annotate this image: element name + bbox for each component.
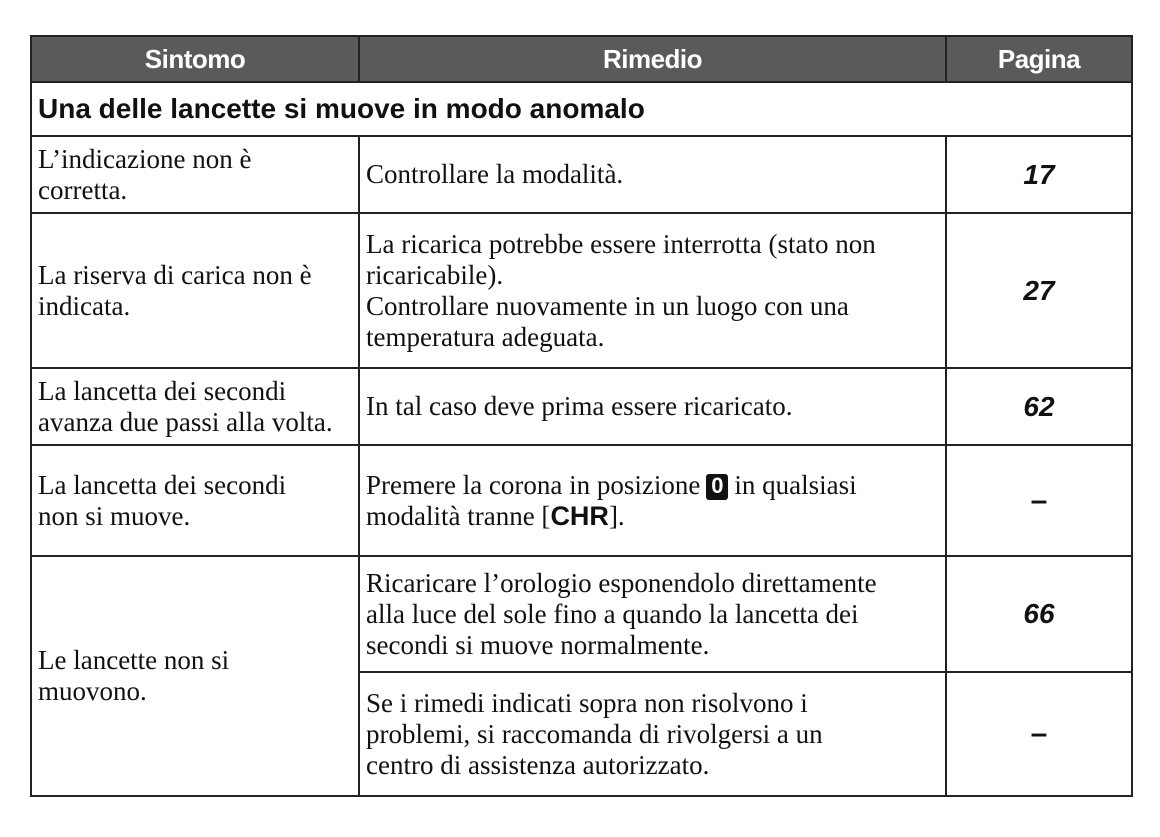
symptom-line: Le lancette non si bbox=[38, 645, 230, 675]
table-row bbox=[31, 136, 1132, 213]
page-ref: 66 bbox=[946, 556, 1132, 672]
remedy-text: modalità tranne [ bbox=[366, 500, 551, 531]
symptom-line: non si muove. bbox=[38, 500, 191, 531]
remedy-line: secondi si muove normalmente. bbox=[366, 629, 710, 660]
remedy-line: alla luce del sole fino a quando la lancetta dei bbox=[366, 598, 859, 629]
symptom-cell bbox=[31, 213, 359, 368]
troubleshooting-table bbox=[30, 35, 1133, 797]
symptom-cell bbox=[31, 368, 359, 445]
remedy-line: Controllare nuovamente in un luogo con una bbox=[366, 290, 849, 321]
table-row bbox=[31, 368, 1132, 445]
symptom-line: La lancetta dei secondi bbox=[38, 469, 287, 500]
remedy-line: problemi, si raccomanda di rivolgersi a un bbox=[366, 718, 823, 749]
header-page: Pagina bbox=[946, 36, 1132, 82]
remedy-line: Controllare la modalità. bbox=[366, 159, 624, 189]
symptom-line: indicata. bbox=[38, 290, 131, 321]
remedy-line: In tal caso deve prima essere ricaricato. bbox=[366, 391, 793, 421]
symptom-line: La lancetta dei secondi bbox=[38, 375, 287, 406]
symptom-line: corretta. bbox=[38, 174, 128, 205]
symptom-line: L’indicazione non è bbox=[38, 143, 252, 174]
troubleshooting-table-container bbox=[30, 35, 1131, 797]
page-ref: – bbox=[946, 445, 1132, 556]
table-row bbox=[31, 445, 1132, 556]
symptom-line: La riserva di carica non è bbox=[38, 259, 312, 290]
symptom-line: avanza due passi alla volta. bbox=[38, 406, 333, 437]
remedy-cell bbox=[359, 136, 946, 213]
remedy-cell bbox=[359, 368, 946, 445]
remedy-line: ricaricabile). bbox=[366, 259, 504, 290]
remedy-line: La ricarica potrebbe essere interrotta (stato non bbox=[366, 228, 876, 259]
remedy-cell bbox=[359, 672, 946, 796]
page-ref: 17 bbox=[946, 136, 1132, 213]
table-header-row bbox=[31, 36, 1132, 82]
header-remedy: Rimedio bbox=[359, 36, 946, 82]
table-row bbox=[31, 213, 1132, 368]
remedy-text: in qualsiasi bbox=[734, 469, 857, 500]
page-ref: – bbox=[946, 672, 1132, 796]
remedy-line bbox=[366, 470, 939, 501]
table-row bbox=[31, 556, 1132, 672]
remedy-text: Premere la corona in posizione bbox=[366, 469, 701, 500]
crown-position-badge: 0 bbox=[706, 474, 728, 500]
remedy-text: ]. bbox=[608, 500, 625, 531]
header-symptom: Sintomo bbox=[31, 36, 359, 82]
remedy-line: centro di assistenza autorizzato. bbox=[366, 749, 710, 780]
symptom-cell bbox=[31, 136, 359, 213]
remedy-line bbox=[366, 501, 939, 532]
remedy-cell bbox=[359, 556, 946, 672]
symptom-cell bbox=[31, 556, 359, 796]
remedy-cell bbox=[359, 445, 946, 556]
remedy-line: Se i rimedi indicati sopra non risolvono i bbox=[366, 687, 808, 718]
symptom-line: muovono. bbox=[38, 676, 147, 706]
remedy-line: Ricaricare l’orologio esponendolo direttamente bbox=[366, 567, 877, 598]
page-ref: 62 bbox=[946, 368, 1132, 445]
section-row bbox=[31, 82, 1132, 136]
symptom-cell bbox=[31, 445, 359, 556]
section-title: Una delle lancette si muove in modo anomalo bbox=[31, 82, 1132, 136]
remedy-cell bbox=[359, 213, 946, 368]
page-ref: 27 bbox=[946, 213, 1132, 368]
mode-label: CHR bbox=[550, 500, 609, 531]
remedy-line: temperatura adeguata. bbox=[366, 321, 605, 352]
